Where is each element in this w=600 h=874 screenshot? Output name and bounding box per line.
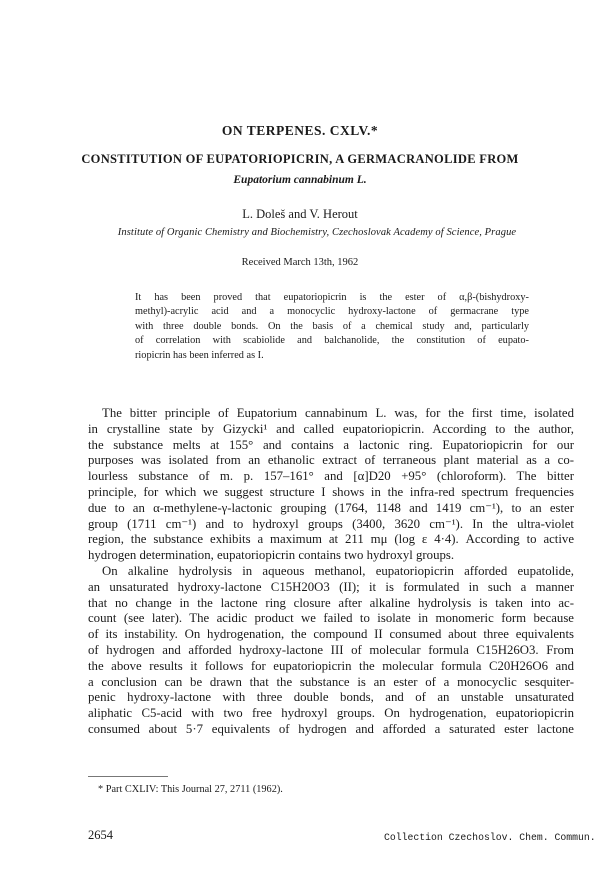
body-line: hydrogen determination, eupatoriopicrin contains two hydroxyl groups.: [88, 548, 455, 563]
abstract-line: riopicrin has been inferred as I.: [135, 349, 264, 361]
abstract-line: with three double bonds. On the basis of a chemical study and, particularly: [135, 320, 529, 332]
abstract-line: of correlation with scabiolide and balchanolide, the constitution of eupato-: [135, 335, 529, 347]
paper-title: ON TERPENES. CXLV.*: [221, 123, 379, 138]
body-line: that no change in the lactone ring closure after alkaline hydrolysis is taken into ac-: [88, 595, 574, 610]
body-line: in crystalline state by Gizycki¹ and called eupatoriopicrin. According to the author,: [88, 421, 574, 436]
body-line: the substance melts at 155° and contains a lactonic ring. Eupatoriopicrin for our: [88, 437, 574, 452]
body-line: purposes was isolated from an ethanolic extract of terraneous plant material as a co-: [88, 453, 574, 468]
body-line: of hydrogen and afforded hydroxy-lactone III of molecular formula C15H26O3. From: [88, 642, 574, 657]
body-line: count (see later). The acidic product we failed to isolate in monomeric form because: [88, 611, 574, 626]
body-line: an unsaturated hydroxy-lactone C15H20O3 (II); it is formulated in such a manner: [88, 579, 574, 594]
body-line: region, the substance exhibits a maximum at 211 mμ (log ε 4·4). According to active: [88, 532, 574, 547]
body-line: a conclusion can be drawn that the substance is an ester of a monocyclic sesquiter-: [88, 674, 574, 689]
body-line: consumed about 5·7 equivalents of hydrogen and afforded a saturated ester lactone: [88, 721, 574, 736]
body-line: principle, for which we suggest structure I shows in the infra-red spectrum frequencies: [88, 484, 574, 499]
received-date: Received March 13th, 1962: [241, 257, 359, 268]
body-line: the above results it follows for eupatoriopicrin the molecular formula C20H26O6 and: [88, 658, 574, 673]
page-number: 2654: [88, 828, 113, 842]
paper-authors: L. Doleš and V. Herout: [242, 207, 358, 221]
body-line: On alkaline hydrolysis in aqueous methanol, eupatoriopicrin afforded eupatolide,: [102, 563, 574, 578]
body-line: due to an α-methylene-γ-lactonic grouping (1764, 1148 and 1419 cm⁻¹), to an ester: [88, 500, 574, 515]
body-line: aliphatic C5-acid with two free hydroxyl groups. On hydrogenation, eupatoriopicrin: [88, 706, 574, 721]
paper-institution: Institute of Organic Chemistry and Biochemistry, Czechoslovak Academy of Science, Prague: [117, 227, 517, 238]
body-line: The bitter principle of Eupatorium cannabinum L. was, for the first time, isolated: [102, 406, 574, 420]
body-line: penic hydroxy-lactone with three double bonds, and of an unstable unsaturated: [88, 690, 574, 705]
abstract-line: methyl)-acrylic acid and a monocyclic hydroxy-lactone of germacrane type: [135, 306, 529, 318]
body-line: of its instability. On hydrogenation, the compound II consumed about three equivalents: [88, 627, 574, 642]
journal-name: Collection Czechoslov. Chem. Commun.: [384, 832, 596, 843]
body-line: lourless substance of m. p. 157–161° and [α]D20 +95° (chloroform). The bitter: [88, 469, 574, 484]
paper-species: Eupatorium cannabinum L.: [233, 174, 367, 186]
paper-subtitle: CONSTITUTION OF EUPATORIOPICRIN, A GERMACRANOLIDE FROM: [81, 152, 519, 166]
footnote: * Part CXLIV: This Journal 27, 2711 (1962).: [98, 784, 283, 795]
abstract: [135, 291, 529, 363]
abstract-line: It has been proved that eupatoriopicrin is the ester of α,β-(bishydroxy-: [135, 292, 529, 303]
footnote-divider: [88, 776, 168, 777]
body-text: [88, 406, 574, 738]
body-line: group (1711 cm⁻¹) and to hydroxyl groups (3400, 3620 cm⁻¹). In the ultra-violet: [88, 516, 574, 531]
